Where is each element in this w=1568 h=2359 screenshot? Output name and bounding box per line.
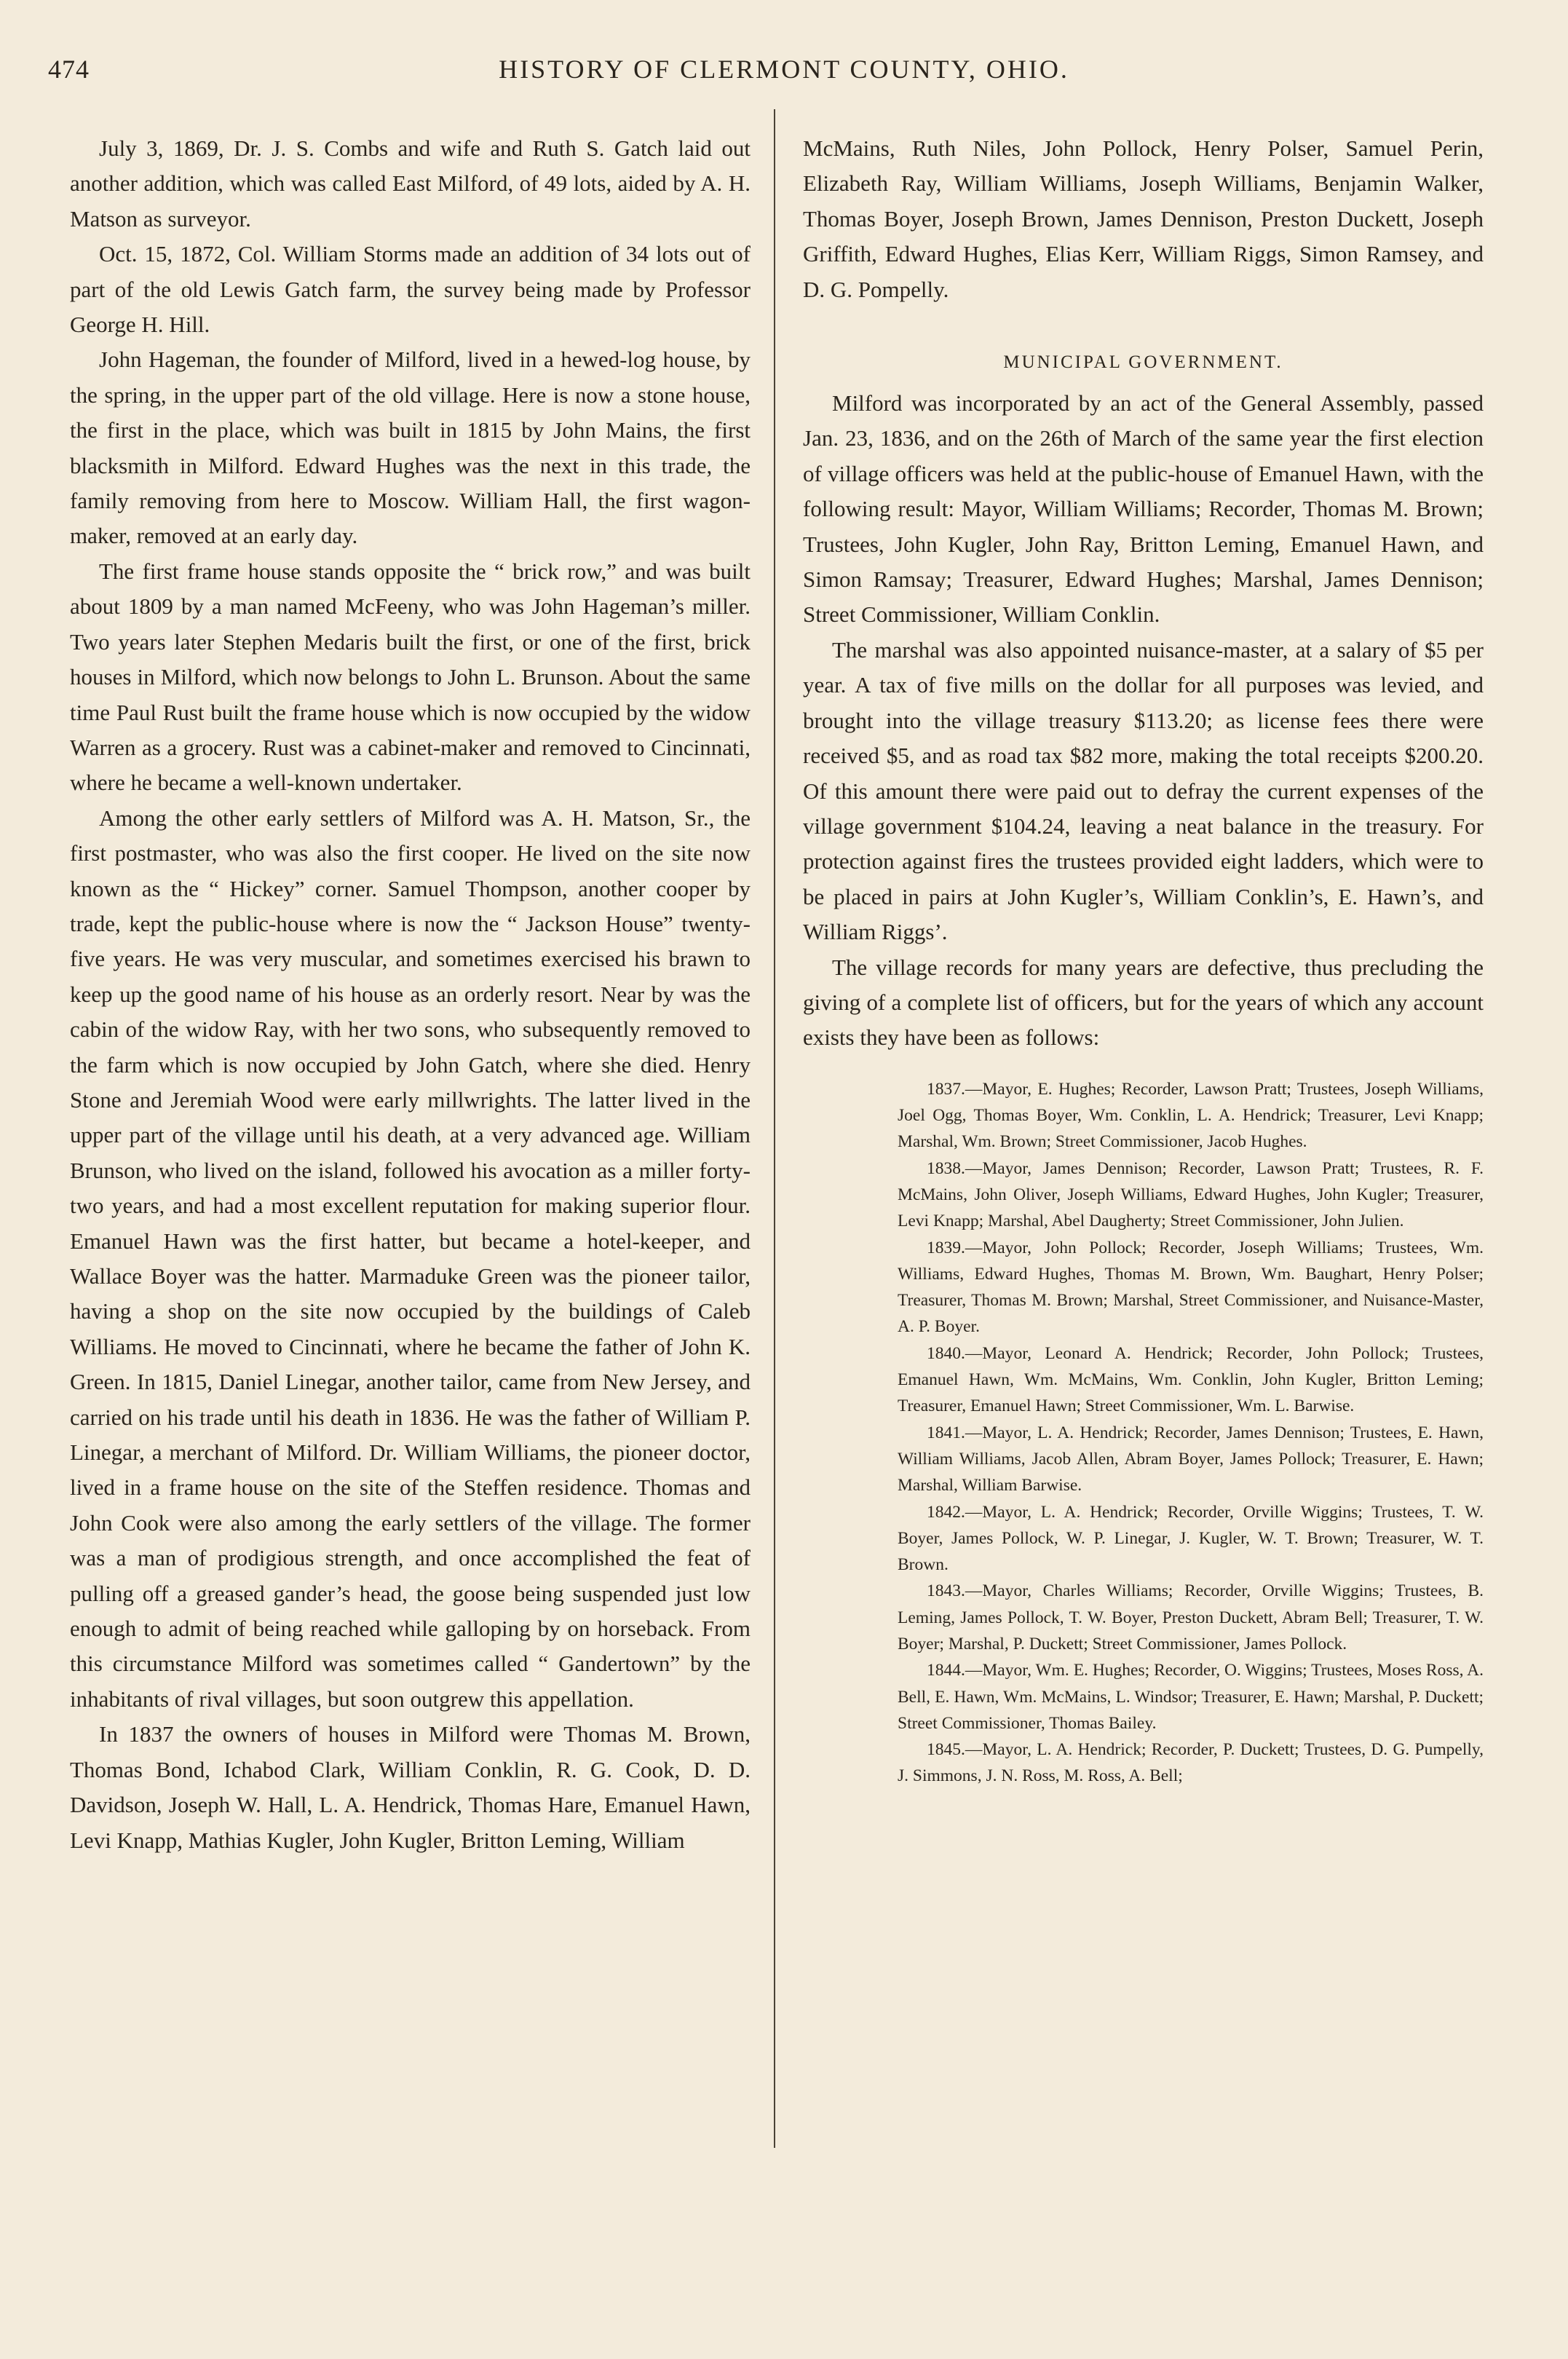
- right-column: [803, 131, 1484, 1790]
- paragraph: July 3, 1869, Dr. J. S. Combs and wife and Ruth S. Gatch laid out another addition, which was called East Milford, of 49 lots, aided by A. H. Matson as surveyor.: [70, 135, 751, 232]
- record-entry: 1839.—Mayor, John Pollock; Recorder, Joseph Williams; Trustees, Wm. Williams, Edward Hughes, Thomas M. Brown, Wm. Baughart, Henry Polser; Treasurer, Thomas M. Brown; Marshal, Street Commissioner, and Nuisance-Master, A. P. Boyer.: [898, 1238, 1484, 1337]
- record-entry: 1845.—Mayor, L. A. Hendrick; Recorder, P. Duckett; Trustees, D. G. Pumpelly, J. Simmons, J. N. Ross, M. Ross, A. Bell;: [898, 1740, 1484, 1786]
- page-number: 474: [48, 55, 90, 84]
- record-entry: 1844.—Mayor, Wm. E. Hughes; Recorder, O. Wiggins; Trustees, Moses Ross, A. Bell, E. Hawn, Wm. McMains, L. Windsor; Treasurer, E. Hawn; Marshal, P. Duckett; Street Commissioner, Thomas Bailey.: [898, 1661, 1484, 1733]
- paragraph: The first frame house stands opposite the “ brick row,” and was built about 1809 by a man named McFeeny, who was John Hageman’s miller. Two years later Stephen Medaris built the first, or one of the first, brick houses in Milford, which now belongs to John L. Brunson. About the same time Paul Rust built the frame house which is now occupied by the widow Warren as a grocery. Rust was a cabinet-maker and removed to Cincinnati, where he became a well-known undertaker.: [70, 558, 751, 796]
- paragraph: In 1837 the owners of houses in Milford were Thomas M. Brown, Thomas Bond, Ichabod Clark, William Conklin, R. G. Cook, D. D. Davidson, Joseph W. Hall, L. A. Hendrick, Thomas Hare, Emanuel Hawn, Levi Knapp, Mathias Kugler, John Kugler, Britton Leming, William: [70, 1721, 751, 1853]
- paragraph: Milford was incorporated by an act of the General Assembly, passed Jan. 23, 1836, and on the 26th of March of the same year the first election of village officers was held at the public-house of Emanuel Hawn, with the following result: Mayor, William Williams; Recorder, Thomas M. Brown; Trustees, John Kugler, John Ray, Britton Leming, Emanuel Hawn, and Simon Ramsay; Treasurer, Edward Hughes; Marshal, James Dennison; Street Commissioner, William Conklin.: [803, 390, 1484, 628]
- paragraph: The marshal was also appointed nuisance-master, at a salary of $5 per year. A tax of five mills on the dollar for all purposes was levied, and brought into the village treasury $113.20; as license fees there were received $5, and as road tax $82 more, making the total receipts $200.20. Of this amount there were paid out to defray the current expenses of the village government $104.24, leaving a neat balance in the treasury. For protection against fires the trustees provided eight ladders, which were to be placed in pairs at John Kugler’s, William Conklin’s, E. Hawn’s, and William Riggs’.: [803, 636, 1484, 945]
- record-entry: 1841.—Mayor, L. A. Hendrick; Recorder, James Dennison; Trustees, E. Hawn, William Williams, Jacob Allen, Abram Boyer, James Pollock; Treasurer, E. Hawn; Marshal, William Barwise.: [898, 1423, 1484, 1495]
- record-entry: 1838.—Mayor, James Dennison; Recorder, Lawson Pratt; Trustees, R. F. McMains, John Oliver, Joseph Williams, Edward Hughes, John Kugler; Treasurer, Levi Knapp; Marshal, Abel Daugherty; Street Commissioner, John Julien.: [898, 1158, 1484, 1231]
- record-entry: 1837.—Mayor, E. Hughes; Recorder, Lawson Pratt; Trustees, Joseph Williams, Joel Ogg, Thomas Boyer, Wm. Conklin, L. A. Hendrick; Treasurer, Levi Knapp; Marshal, Wm. Brown; Street Commissioner, Jacob Hughes.: [898, 1079, 1484, 1152]
- paragraph: Oct. 15, 1872, Col. William Storms made an addition of 34 lots out of part of the old Lewis Gatch farm, the survey being made by Professor George H. Hill.: [70, 241, 751, 338]
- paragraph: The village records for many years are defective, thus precluding the giving of a complete list of officers, but for the years of which any account exists they have been as follows:: [803, 954, 1484, 1051]
- record-entry: 1840.—Mayor, Leonard A. Hendrick; Recorder, John Pollock; Trustees, Emanuel Hawn, Wm. McMains, Wm. Conklin, John Kugler, Britton Leming; Treasurer, Emanuel Hawn; Street Commissioner, Wm. L. Barwise.: [898, 1343, 1484, 1416]
- running-head: HISTORY OF CLERMONT COUNTY, OHIO.: [499, 55, 1069, 84]
- officer-records-list: [803, 1076, 1484, 1790]
- left-column: [70, 131, 751, 1858]
- continued-paragraph: McMains, Ruth Niles, John Pollock, Henry Polser, Samuel Perin, Elizabeth Ray, William Williams, Joseph Williams, Benjamin Walker, Thomas Boyer, Joseph Brown, James Dennison, Preston Duckett, Joseph Griffith, Edward Hughes, Elias Kerr, William Riggs, Simon Ramsey, and D. G. Pompelly.: [803, 135, 1484, 302]
- record-entry: 1842.—Mayor, L. A. Hendrick; Recorder, Orville Wiggins; Trustees, T. W. Boyer, James Pollock, W. P. Linegar, J. Kugler, W. T. Brown; Treasurer, W. T. Brown.: [898, 1502, 1484, 1575]
- column-divider: [774, 109, 775, 2148]
- section-heading: MUNICIPAL GOVERNMENT.: [1003, 352, 1283, 373]
- paragraph: Among the other early settlers of Milford was A. H. Matson, Sr., the first postmaster, who was also the first cooper. He lived on the site now known as the “ Hickey” corner. Samuel Thompson, another cooper by trade, kept the public-house where is now the “ Jackson House” twenty-five years. He was very muscular, and sometimes exercised his brawn to keep up the good name of his house as an orderly resort. Near by was the cabin of the widow Ray, with her two sons, who subsequently removed to the farm which is now occupied by John Gatch, where she died. Henry Stone and Jeremiah Wood were early millwrights. The latter lived in the upper part of the village until his death, at a very advanced age. William Brunson, who lived on the island, followed his avocation as a miller forty-two years, and had a most excellent reputation for making superior flour. Emanuel Hawn was the first hatter, but became a hotel-keeper, and Wallace Boyer was the hatter. Marmaduke Green was the pioneer tailor, having a shop on the site now occupied by the buildings of Caleb Williams. He moved to Cincinnati, where he became the father of John K. Green. In 1815, Daniel Linegar, another tailor, came from New Jersey, and carried on his trade until his death in 1836. He was the father of William P. Linegar, a merchant of Milford. Dr. William Williams, the pioneer doctor, lived in a frame house on the site of the Steffen residence. Thomas and John Cook were also among the early settlers of the village. The former was a man of prodigious strength, and once accomplished the feat of pulling off a greased gander’s head, the goose being suspended just low enough to admit of being reached while galloping by on horseback. From this circumstance Milford was sometimes called “ Gandertown” by the inhabitants of rival villages, but soon outgrew this appellation.: [70, 805, 751, 1712]
- paragraph: John Hageman, the founder of Milford, lived in a hewed-log house, by the spring, in the upper part of the old village. Here is now a stone house, the first in the place, which was built in 1815 by John Mains, the first blacksmith in Milford. Edward Hughes was the next in this trade, the family removing from here to Moscow. William Hall, the first wagon-maker, removed at an early day.: [70, 347, 751, 549]
- record-entry: 1843.—Mayor, Charles Williams; Recorder, Orville Wiggins; Trustees, B. Leming, James Pollock, T. W. Boyer, Preston Duckett, Abram Bell; Treasurer, T. W. Boyer; Marshal, P. Duckett; Street Commissioner, James Pollock.: [898, 1581, 1484, 1653]
